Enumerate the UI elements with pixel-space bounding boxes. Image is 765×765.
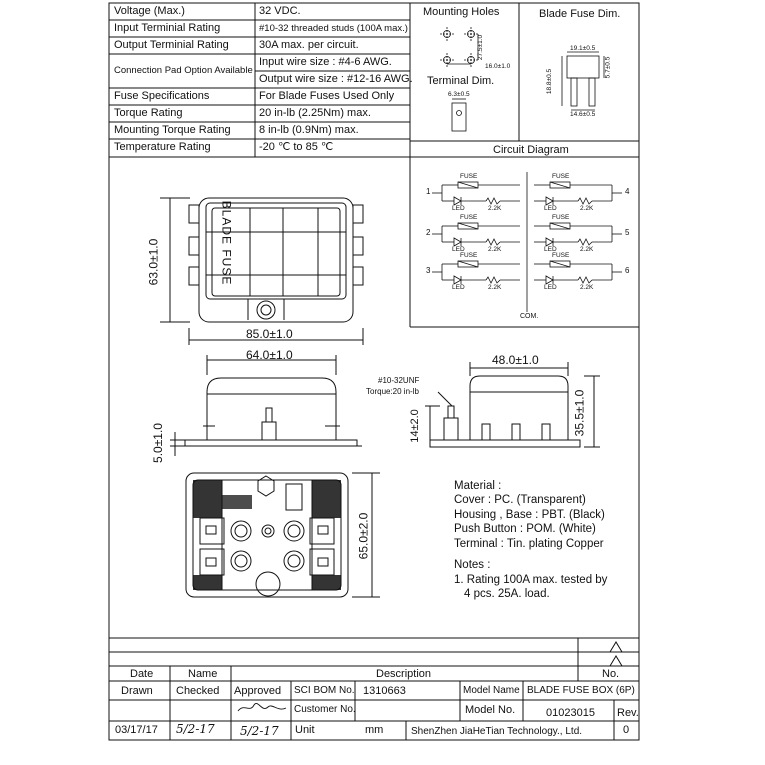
tb-model-name-label: Model Name [463, 685, 520, 696]
circuit-output-4: 4 [625, 187, 630, 196]
tb-rev-label: Rev. [617, 707, 639, 719]
tb-sci-bom-label: SCI BOM No. [294, 685, 355, 696]
circuit-diagram-title: Circuit Diagram [493, 144, 569, 156]
side-view-width-dim: 64.0±1.0 [246, 348, 293, 362]
notes-title: Notes : [454, 559, 491, 571]
tb-rev-value: 0 [623, 724, 630, 736]
tb-approved: Approved [234, 685, 282, 697]
circuit-output-5: 5 [625, 228, 630, 237]
spec-input-wire-value: Input wire size : #4-6 AWG. [259, 56, 392, 68]
led-label: LED [544, 205, 557, 212]
spec-voltage-value: 32 VDC. [259, 5, 301, 17]
note-line-1: 1. Rating 100A max. tested by [454, 574, 608, 586]
note-line-2: 4 pcs. 25A. load. [464, 588, 550, 600]
resistor-symbol [486, 198, 500, 204]
tb-unit-value: mm [365, 724, 384, 736]
tb-no-header: No. [602, 668, 620, 680]
tb-sci-bom-value: 1310663 [363, 685, 406, 697]
fuse-label: FUSE [552, 252, 570, 259]
fuse-symbol [550, 223, 570, 229]
spec-input-rating-label: Input Terminial Rating [114, 22, 221, 34]
resistor-label: 2.2K [488, 284, 502, 291]
tb-description-header: Description [376, 668, 432, 680]
fuse-symbol [458, 261, 478, 267]
led-label: LED [544, 246, 557, 253]
spec-torque-label: Torque Rating [114, 107, 183, 119]
material-button: Push Button : POM. (White) [454, 523, 596, 535]
approver-signature [238, 703, 286, 711]
end-view-torque-label: Torque:20 in-lb [366, 387, 419, 396]
end-view-stud-height-dim: 14±2.0 [408, 409, 421, 443]
tb-checked-date: 5/2-17 [176, 722, 215, 736]
materials-title: Material : [454, 480, 502, 492]
resistor-label: 2.2K [580, 205, 594, 212]
fuse-label: FUSE [460, 214, 478, 221]
tb-name-header: Name [188, 668, 218, 680]
spec-temperature-value: -20 ℃ to 85 ℃ [259, 141, 334, 153]
circuit-input-2: 2 [426, 228, 431, 237]
material-cover: Cover : PC. (Transparent) [454, 494, 586, 506]
fuse-label: FUSE [552, 214, 570, 221]
fuse-label: FUSE [460, 173, 478, 180]
resistor-label: 2.2K [488, 205, 502, 212]
blade-fuse-bottom: 14.6±0.5 [570, 111, 596, 118]
led-symbol [546, 276, 553, 284]
resistor-label: 2.2K [580, 284, 594, 291]
tb-date-header: Date [130, 668, 154, 680]
tb-unit-label: Unit [295, 724, 315, 736]
fuse-symbol [550, 182, 570, 188]
blade-fuse-top: 5.7±0.5 [604, 56, 612, 79]
mounting-hole-dim-h: 16.0±1.0 [485, 63, 511, 70]
led-label: LED [452, 205, 465, 212]
blade-fuse-height: 18.8±0.5 [546, 68, 554, 95]
fuse-symbol [458, 223, 478, 229]
spec-output-rating-value: 30A max. per circuit. [259, 39, 359, 51]
bottom-view-height-dim: 65.0±2.0 [356, 512, 371, 560]
tb-customer-label: Customer No. [294, 704, 356, 715]
resistor-label: 2.2K [488, 246, 502, 253]
top-view-width-dim: 85.0±1.0 [246, 327, 293, 341]
material-terminal: Terminal : Tin. plating Copper [454, 538, 604, 550]
led-symbol [454, 238, 461, 246]
fuse-label: FUSE [460, 252, 478, 259]
led-label: LED [544, 284, 557, 291]
tb-checked: Checked [176, 685, 220, 697]
led-symbol [454, 197, 461, 205]
led-symbol [546, 238, 553, 246]
circuit-output-6: 6 [625, 266, 630, 275]
spec-temperature-label: Temperature Rating [114, 141, 211, 153]
top-view-label: BLADE FUSE [219, 200, 234, 286]
resistor-symbol [578, 239, 592, 245]
terminal-dim-value: 6.3±0.5 [448, 91, 470, 98]
circuit-input-3: 3 [426, 266, 431, 275]
mounting-hole-dim-v: 27.5±1.0 [477, 34, 485, 61]
led-label: LED [452, 246, 465, 253]
resistor-label: 2.2K [580, 246, 594, 253]
resistor-symbol [486, 239, 500, 245]
spec-output-wire-value: Output wire size : #12-16 AWG. [259, 73, 413, 85]
blade-fuse-width: 19.1±0.5 [570, 45, 596, 52]
resistor-symbol [578, 198, 592, 204]
tb-approved-date: 5/2-17 [240, 724, 279, 738]
fuse-label: FUSE [552, 173, 570, 180]
led-symbol [454, 276, 461, 284]
side-view-base-dim: 5.0±1.0 [150, 423, 165, 463]
spec-connection-pad-label: Connection Pad Option Available [114, 65, 253, 76]
tb-drawn: Drawn [121, 685, 153, 697]
spec-fuse-value: For Blade Fuses Used Only [259, 90, 395, 102]
spec-mount-torque-label: Mounting Torque Rating [114, 124, 231, 136]
spec-mount-torque-value: 8 in-lb (0.9Nm) max. [259, 124, 359, 136]
terminal-dim-title: Terminal Dim. [427, 75, 495, 87]
blade-fuse-dim-title: Blade Fuse Dim. [539, 8, 621, 20]
fuse-symbol [458, 182, 478, 188]
spec-output-rating-label: Output Terminial Rating [114, 39, 229, 51]
spec-input-rating-value: #10-32 threaded studs (100A max.) [259, 23, 408, 34]
led-label: LED [452, 284, 465, 291]
circuit-input-1: 1 [426, 187, 431, 196]
top-view-height-dim: 63.0±1.0 [146, 238, 161, 286]
spec-fuse-label: Fuse Specifications [114, 90, 210, 102]
tb-drawn-date: 03/17/17 [115, 724, 158, 736]
resistor-symbol [486, 277, 500, 283]
tb-model-no-value: 01023015 [546, 707, 595, 719]
spec-voltage-label: Voltage (Max.) [114, 5, 185, 17]
circuit-com-label: COM. [520, 313, 539, 320]
tb-model-name-value: BLADE FUSE BOX (6P) [527, 685, 635, 696]
fuse-symbol [550, 261, 570, 267]
resistor-symbol [578, 277, 592, 283]
end-view-width-dim: 48.0±1.0 [492, 353, 539, 367]
led-symbol [546, 197, 553, 205]
end-view-stud-label: #10-32UNF [378, 376, 420, 385]
tb-company: ShenZhen JiaHeTian Technology., Ltd. [411, 726, 583, 737]
material-housing: Housing , Base : PBT. (Black) [454, 509, 605, 521]
end-view-height-dim: 35.5±1.0 [572, 389, 587, 437]
tb-model-no-label: Model No. [465, 704, 516, 716]
spec-torque-value: 20 in-lb (2.25Nm) max. [259, 107, 371, 119]
mounting-holes-title: Mounting Holes [423, 6, 500, 18]
